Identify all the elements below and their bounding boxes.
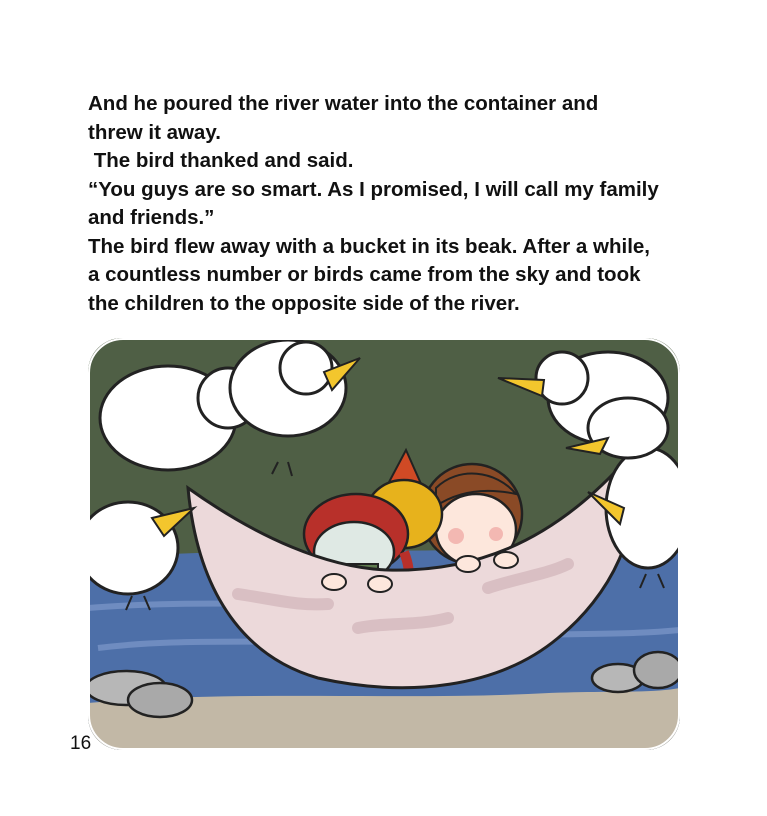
story-line: threw it away. [88, 120, 221, 144]
story-line: the children to the opposite side of the river. [88, 291, 520, 315]
story-text [88, 90, 698, 318]
story-line: a countless number or birds came from the sky and took [88, 263, 641, 286]
story-line: The bird flew away with a bucket in its beak. After a while, [88, 234, 650, 258]
rock [128, 683, 192, 717]
story-line: “You guys are so smart. As I promised, I will call my family [88, 177, 659, 201]
rock [634, 652, 680, 688]
story-line: And he poured the river water into the container and [88, 92, 599, 115]
page-number: 16 [70, 733, 92, 754]
story-line: and friends.” [88, 206, 215, 229]
story-line: The bird thanked and said. [88, 149, 354, 172]
story-illustration [88, 338, 680, 750]
